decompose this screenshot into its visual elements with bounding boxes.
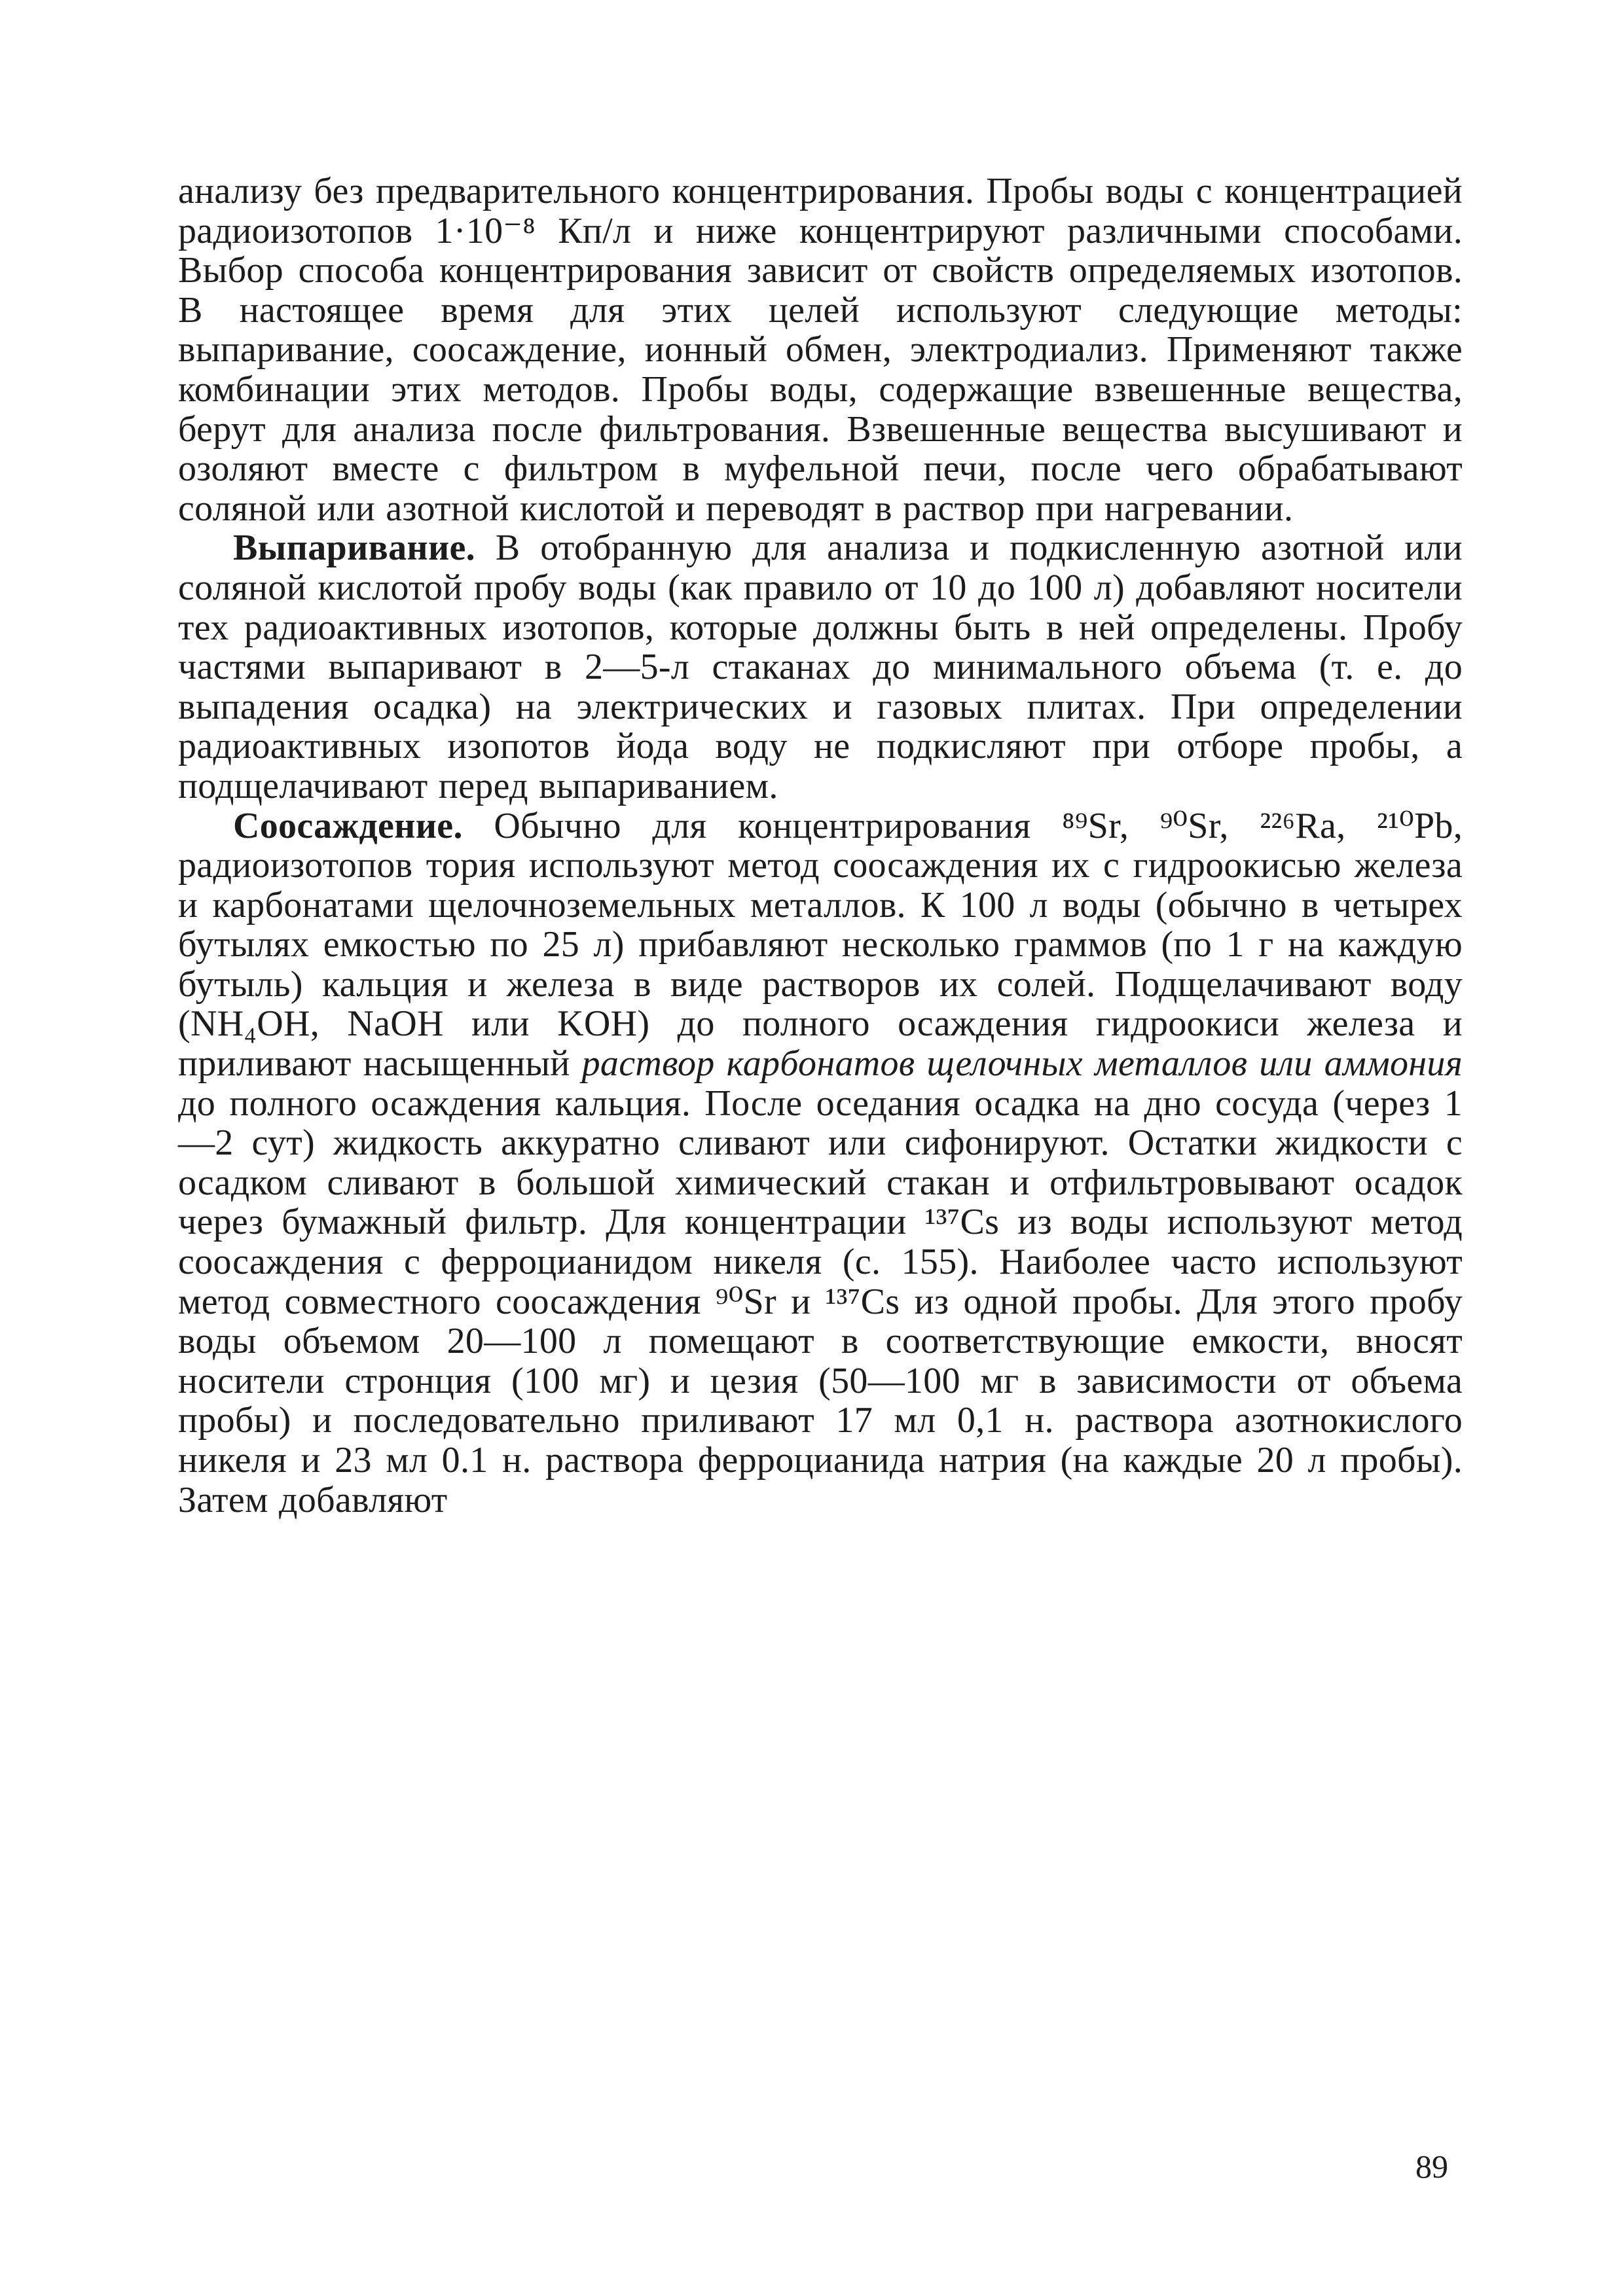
- paragraph-continuation: [178, 171, 1463, 528]
- paragraph-text: В отобранную для анализа и подкисленную азотной или соляной кислотой пробу воды (как правило от 10 до 100 л) добавляют носители тех радиоактивных изотопов, которые должны быть в ней определены. Пробу частями выпаривают в 2—5-л стаканах до минимального объема (т. е. до выпадения осадка) на электрических и газовых плитах. При определении радиоактивных изопотов йода воду не подкисляют при отборе пробы, а подщелачивают перед выпариванием.: [178, 528, 1463, 806]
- page-number: 89: [1415, 2148, 1448, 2185]
- section-heading-evaporation: Выпаривание.: [233, 528, 475, 569]
- paragraph-text: до полного осаждения кальция. После оседания осадка на дно сосуда (через 1—2 сут) жидкость аккуратно сливают или сифонируют. Остатки жидкости с осадком сливают в большой химический стакан и отфильтровывают осадок через бумажный фильтр. Для концентрации ¹³⁷Cs из воды используют метод соосаждения с ферроцианидом никеля (с. 155). Наиболее часто используют метод совместного соосаждения ⁹⁰Sr и ¹³⁷Cs из одной пробы. Для этого пробу воды объемом 20—100 л помещают в соответствующие емкости, вносят носители стронция (100 мг) и цезия (50—100 мг в зависимости от объема пробы) и последовательно приливают 17 мл 0,1 н. раствора азотнокислого никеля и 23 мл 0.1 н. раствора ферроцианида натрия (на каждые 20 л пробы). Затем добавляют: [178, 1083, 1463, 1520]
- paragraph-text: Обычно для концентрирования ⁸⁹Sr, ⁹⁰Sr, ²²⁶Ra, ²¹⁰Pb, радиоизотопов тория используют метод соосаждения их с гидроокисью железа и карбонатами щелочноземельных металлов. К 100 л воды (обычно в четырех бутылях емкостью по 25 л) прибавляют несколько граммов (по 1 г на каждую бутыль) кальция и железа в виде растворов их солей. Подщелачивают воду (NH₄OH, NaOH или KOH) до полного осаждения гидроокиси железа и приливают насыщенный: [178, 805, 1463, 1085]
- paragraph-coprecipitation: [178, 806, 1463, 1520]
- section-heading-coprecipitation: Соосаждение.: [233, 805, 463, 846]
- book-page: [178, 171, 1463, 2292]
- paragraph-evaporation: [178, 528, 1463, 806]
- italic-phrase: раствор карбонатов щелочных металлов или аммония: [581, 1043, 1463, 1085]
- paragraph-text: анализу без предварительного концентрирования. Пробы воды с концентрацией радиоизотопов 1·10⁻⁸ Кп/л и ниже концентрируют различными способами. Выбор способа концентрирования зависит от свойств определяемых изотопов. В настоящее время для этих целей используют следующие методы: выпаривание, соосаждение, ионный обмен, электродиализ. Применяют также комбинации этих методов. Пробы воды, содержащие взвешенные вещества, берут для анализа после фильтрования. Взвешенные вещества высушивают и озоляют вместе с фильтром в муфельной печи, после чего обрабатывают соляной или азотной кислотой и переводят в раствор при нагревании.: [178, 171, 1463, 529]
